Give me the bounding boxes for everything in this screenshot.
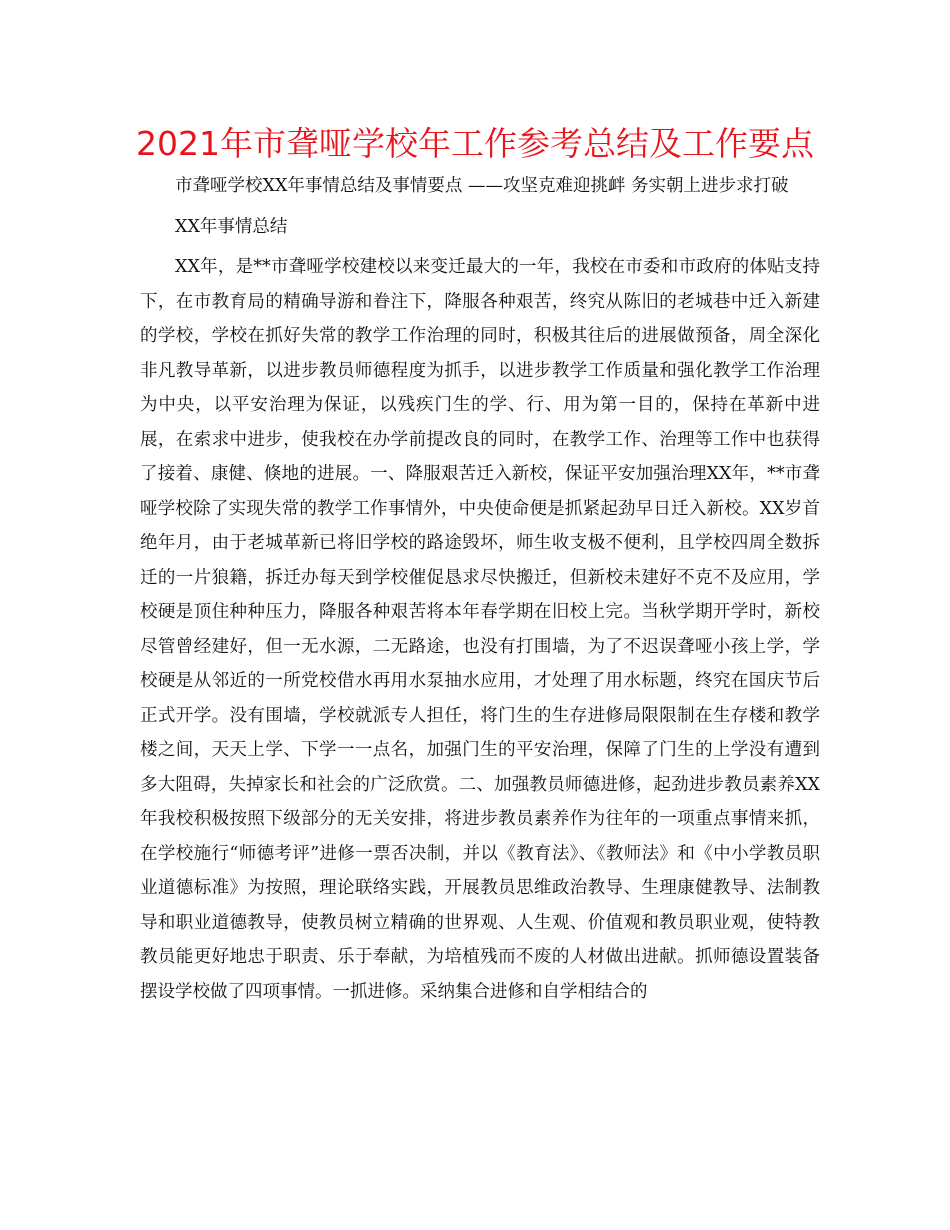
- summary-paragraph: XX年，是**市聋哑学校建校以来变迁最大的一年，我校在市委和市政府的体贴支持下，在市教育局的精确导游和眷注下，降服各种艰苦，终究从陈旧的老城巷中迁入新建的学校，学校在抓好失常的教学工作治理的同时，积极其往后的进展做预备，周全深化非凡教导革新，以进步教员师德程度为抓手，以进步教学工作质量和强化教学工作治理为中央，以平安治理为保证，以残疾门生的学、行、用为第一目的，保持在革新中进展，在索求中进步，使我校在办学前提改良的同时，在教学工作、治理等工作中也获得了接着、康健、倏地的进展。一、降服艰苦迁入新校，保证平安加强治理XX年，**市聋哑学校除了实现失常的教学工作事情外，中央使命便是抓紧起劲早日迁入新校。XX岁首绝年月，由于老城革新已将旧学校的路途毁坏，师生收支极不便利，且学校四周全数拆迁的一片狼籍，拆迁办每天到学校催促恳求尽快搬迁，但新校未建好不克不及应用，学校硬是顶住种种压力，降服各种艰苦将本年春学期在旧校上完。当秋学期开学时，新校尽管曾经建好，但一无水源，二无路途，也没有打围墙，为了不迟误聋哑小孩上学，学校硬是从邻近的一所党校借水再用水泵抽水应用，才处理了用水标题，终究在国庆节后正式开学。没有围墙，学校就派专人担任，将门生的生存进修局限限制在生存楼和教学楼之间，天天上学、下学一一点名，加强门生的平安治理，保障了门生的上学没有遭到多大阻碍，失掉家长和社会的广泛欣赏。二、加强教员师德进修，起劲进步教员素养XX年我校积极按照下级部分的无关安排，将进步教员素养作为往年的一项重点事情来抓，在学校施行“师德考评”进修一票否决制，并以《教育法》、《教师法》和《中小学教员职业道德标准》为按照，理论联络实践，开展教员思维政治教导、生理康健教导、法制教导和职业道德教导，使教员树立精确的世界观、人生观、价值观和教员职业观，使特教教员能更好地忠于职责、乐于奉献，为培植残而不废的人材做出进献。抓师德设置装备摆设学校做了四项事情。一抓进修。采纳集合进修和自学相结合的: [140, 257, 820, 1002]
- section-heading: XX年事情总结: [175, 216, 288, 237]
- intro-paragraph: 市聋哑学校XX年事情总结及事情要点 ——攻坚克难迎挑衅 务实朝上进步求打破: [175, 176, 789, 196]
- document-title: 2021年市聋哑学校年工作参考总结及工作要点: [136, 124, 814, 163]
- document-body: [140, 169, 820, 1009]
